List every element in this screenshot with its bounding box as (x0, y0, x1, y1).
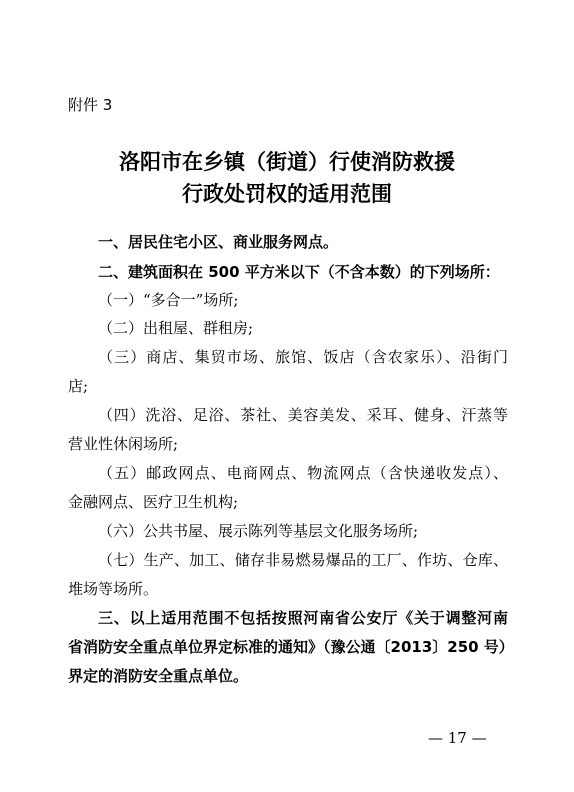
sub-item-4-line-1: （四）洗浴、足浴、茶社、美容美发、采耳、健身、汗蒸等 (98, 406, 508, 424)
item-3-line-1: 三、以上适用范围不包括按照河南省公安厅《关于调整河南 (98, 609, 508, 627)
sub-item-1: （一）“多合一”场所; (98, 291, 239, 309)
document-title-line-2: 行政处罚权的适用范围 (182, 181, 392, 206)
document-title-line-1: 洛阳市在乡镇（街道）行使消防救援 (119, 149, 455, 174)
sub-item-3-line-1: （三）商店、集贸市场、旅馆、饭店（含农家乐）、沿街门 (98, 348, 508, 366)
item-2: 二、建筑面积在 500 平方米以下（不含本数）的下列场所： (98, 263, 500, 281)
sub-item-2: （二）出租屋、群租房; (98, 319, 254, 337)
sub-item-7-line-2: 堆场等场所。 (68, 580, 159, 598)
sub-item-5-line-1: （五）邮政网点、电商网点、物流网点（含快递收发点）、 (98, 464, 508, 482)
sub-item-5-line-2: 金融网点、医疗卫生机构; (68, 493, 239, 511)
sub-item-4-line-2: 营业性休闲场所; (68, 435, 179, 453)
attachment-label: 附件 3 (68, 96, 113, 114)
item-3-line-3: 界定的消防安全重点单位。 (68, 667, 249, 685)
item-1: 一、居民住宅小区、商业服务网点。 (98, 233, 339, 251)
sub-item-6: （六）公共书屋、展示陈列等基层文化服务场所; (98, 522, 419, 540)
sub-item-7-line-1: （七）生产、加工、储存非易燃易爆品的工厂、作坊、仓库、 (98, 551, 508, 569)
sub-item-3-line-2: 店; (68, 377, 89, 395)
item-3-line-2: 省消防安全重点单位界定标准的通知》（豫公通〔2013〕250 号） (68, 638, 514, 656)
page-number: — 17 — (428, 729, 487, 747)
